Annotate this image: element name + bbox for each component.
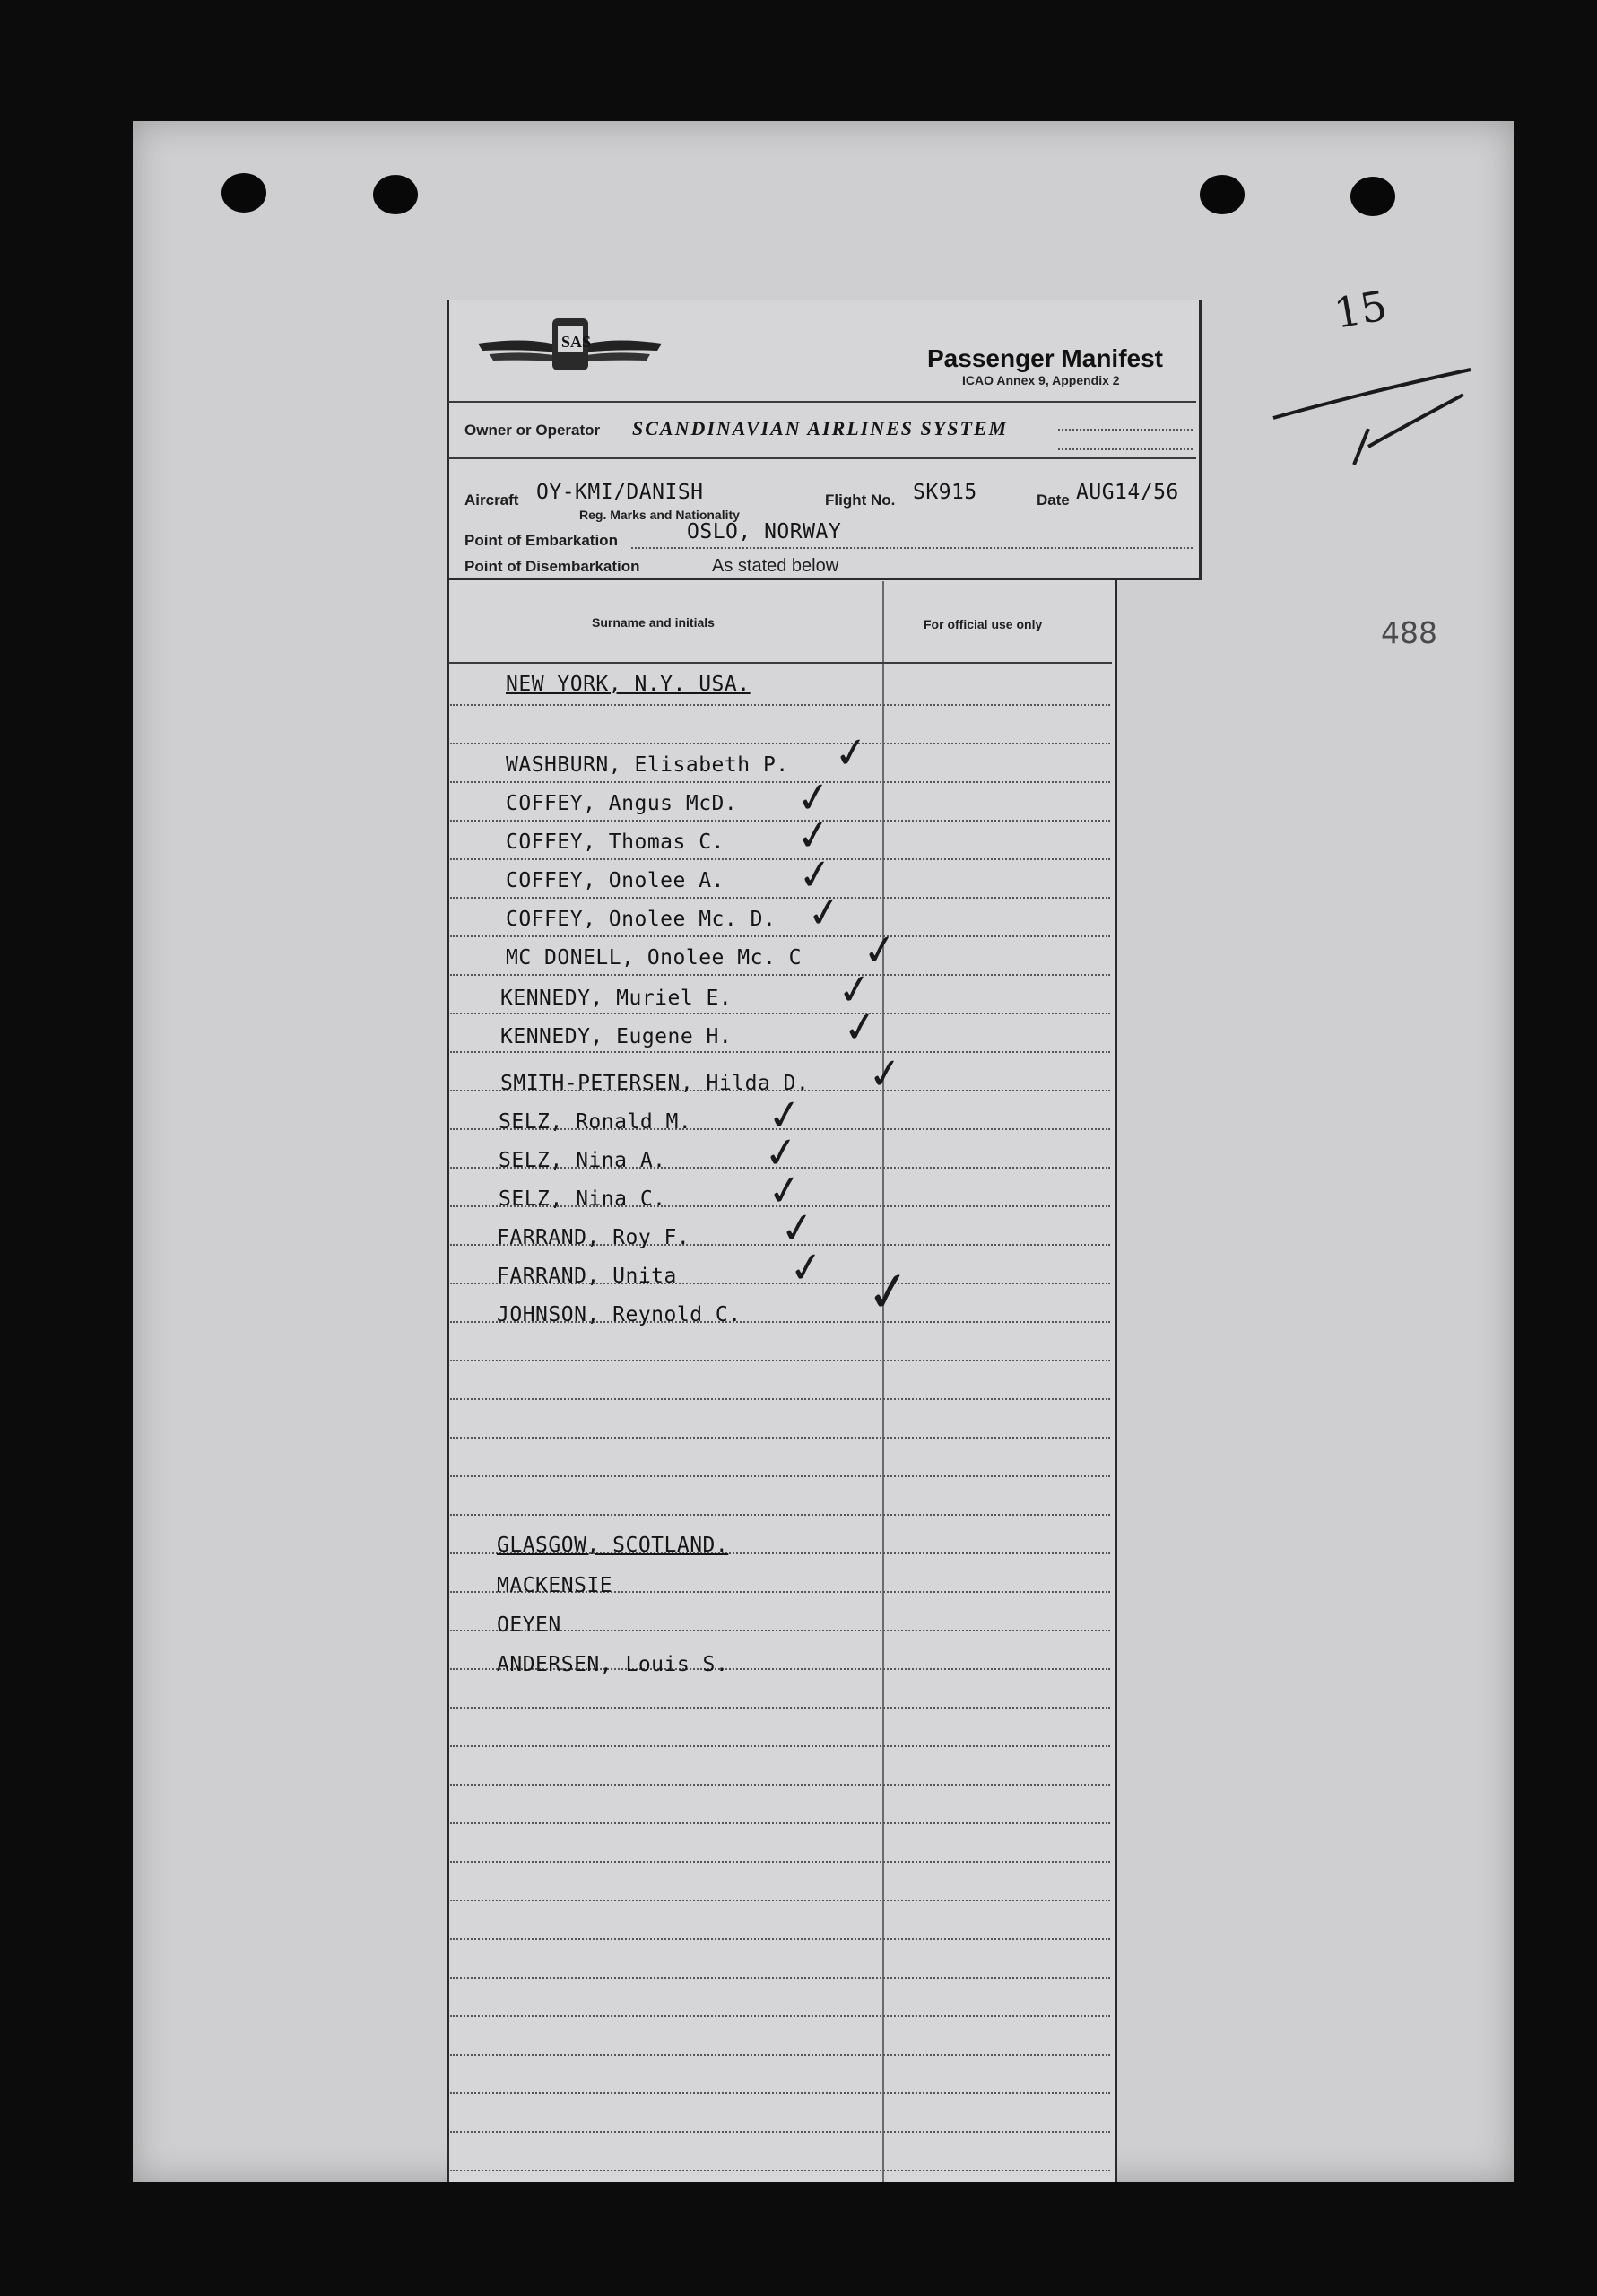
row-rule xyxy=(450,974,1110,976)
check-mark-icon: ✓ xyxy=(793,808,835,862)
row-rule xyxy=(450,2054,1110,2056)
row-rule xyxy=(450,1475,1110,1477)
row-rule xyxy=(450,743,1110,744)
embarkation-label: Point of Embarkation xyxy=(464,532,618,549)
destination-heading: NEW YORK, N.Y. USA. xyxy=(506,673,751,696)
logo-text: SAS xyxy=(561,333,592,351)
date-label: Date xyxy=(1037,491,1070,509)
punch-hole xyxy=(1200,175,1245,214)
punch-hole xyxy=(373,175,418,214)
passenger-row: MC DONELL, Onolee Mc. C xyxy=(506,946,802,970)
row-rule xyxy=(450,1051,1110,1053)
disembarkation-label: Point of Disembarkation xyxy=(464,558,640,575)
check-mark-icon: ✓ xyxy=(834,962,876,1016)
check-mark-icon: ✓ xyxy=(803,885,846,939)
check-mark-icon: ✓ xyxy=(760,1126,803,1179)
row-rule xyxy=(450,1822,1110,1824)
row-rule xyxy=(450,781,1110,783)
flight-no-value: SK915 xyxy=(913,481,977,504)
passenger-row: FARRAND, Unita xyxy=(497,1265,677,1288)
row-rule xyxy=(450,2170,1110,2171)
passenger-row: SELZ, Ronald M. xyxy=(499,1110,692,1134)
passenger-row: SELZ, Nina C. xyxy=(499,1187,666,1211)
form-subtitle: ICAO Annex 9, Appendix 2 xyxy=(962,373,1120,387)
form-title: Passenger Manifest xyxy=(927,344,1163,372)
row-rule xyxy=(450,1437,1110,1439)
row-rule xyxy=(450,1013,1110,1014)
col-official-header: For official use only xyxy=(924,617,1043,631)
check-mark-icon: ✓ xyxy=(777,1201,819,1255)
owner-label: Owner or Operator xyxy=(464,422,601,439)
check-mark-icon: ✓ xyxy=(830,726,872,779)
check-mark-icon: ✓ xyxy=(764,1088,806,1142)
date-value: AUG14/56 xyxy=(1076,481,1179,504)
col-surname-header: Surname and initials xyxy=(592,615,715,630)
row-rule xyxy=(450,704,1110,706)
check-mark-icon: ✓ xyxy=(794,848,837,901)
check-mark-icon: ✓ xyxy=(864,1047,907,1100)
passenger-row: KENNEDY, Eugene H. xyxy=(500,1025,733,1048)
row-rule xyxy=(450,1398,1110,1400)
passenger-row: KENNEDY, Muriel E. xyxy=(500,987,733,1010)
passenger-row: COFFEY, Thomas C. xyxy=(506,831,725,854)
passenger-row: COFFEY, Onolee Mc. D. xyxy=(506,908,777,931)
disembarkation-value: As stated below xyxy=(712,556,839,576)
operator-value: SCANDINAVIAN AIRLINES SYSTEM xyxy=(632,417,1009,439)
passenger-row: SMITH-PETERSEN, Hilda D. xyxy=(500,1072,810,1095)
embarkation-dotted-line xyxy=(631,547,1193,549)
row-rule xyxy=(450,1745,1110,1747)
punch-hole xyxy=(1350,177,1395,216)
check-mark-icon: ✓ xyxy=(862,1257,916,1327)
passenger-row: OEYEN xyxy=(497,1613,561,1637)
row-rule xyxy=(450,1514,1110,1516)
flight-no-label: Flight No. xyxy=(825,491,896,509)
row-rule xyxy=(450,1900,1110,1901)
passenger-row: COFFEY, Angus McD. xyxy=(506,792,738,815)
row-rule xyxy=(450,1938,1110,1940)
row-rule xyxy=(450,858,1110,860)
row-rule xyxy=(450,935,1110,937)
row-rule xyxy=(450,2015,1110,2017)
passenger-row: JOHNSON, Reynold C. xyxy=(497,1303,742,1326)
sas-logo xyxy=(473,309,666,386)
embarkation-value: OSLO, NORWAY xyxy=(687,520,842,544)
passenger-row: FARRAND, Roy F. xyxy=(497,1226,690,1249)
punch-hole xyxy=(221,173,266,213)
row-rule xyxy=(450,1784,1110,1786)
passenger-row: SELZ, Nina A. xyxy=(499,1149,666,1172)
stamped-page-number: 488 xyxy=(1381,615,1437,650)
row-rule xyxy=(450,1861,1110,1863)
passenger-row: MACKENSIE xyxy=(497,1574,613,1597)
row-rule xyxy=(450,1707,1110,1709)
row-rule xyxy=(450,820,1110,822)
row-rule xyxy=(450,1977,1110,1979)
check-mark-icon: ✓ xyxy=(859,923,901,977)
handwritten-number: 15 xyxy=(1330,281,1391,338)
column-header-rule xyxy=(448,662,1112,664)
operator-dotted-line xyxy=(1058,448,1193,450)
passenger-row: WASHBURN, Elisabeth P. xyxy=(506,753,789,777)
row-rule xyxy=(450,1360,1110,1361)
check-mark-icon: ✓ xyxy=(785,1240,828,1294)
destination-heading: GLASGOW, SCOTLAND. xyxy=(497,1534,729,1557)
check-mark-icon: ✓ xyxy=(839,1000,881,1054)
reg-marks-label: Reg. Marks and Nationality xyxy=(579,508,740,522)
passenger-row: COFFEY, Onolee A. xyxy=(506,869,725,892)
header-rule xyxy=(448,401,1196,403)
check-mark-icon: ✓ xyxy=(764,1163,806,1217)
operator-dotted-line xyxy=(1058,429,1193,430)
row-rule xyxy=(450,2131,1110,2133)
check-mark-icon: ✓ xyxy=(793,770,835,824)
row-rule xyxy=(450,897,1110,899)
operator-rule xyxy=(448,457,1196,459)
handwritten-marks xyxy=(1264,357,1480,474)
passenger-row: ANDERSEN, Louis S. xyxy=(497,1653,729,1676)
aircraft-value: OY-KMI/DANISH xyxy=(536,481,704,504)
aircraft-label: Aircraft xyxy=(464,491,519,509)
row-rule xyxy=(450,2092,1110,2094)
